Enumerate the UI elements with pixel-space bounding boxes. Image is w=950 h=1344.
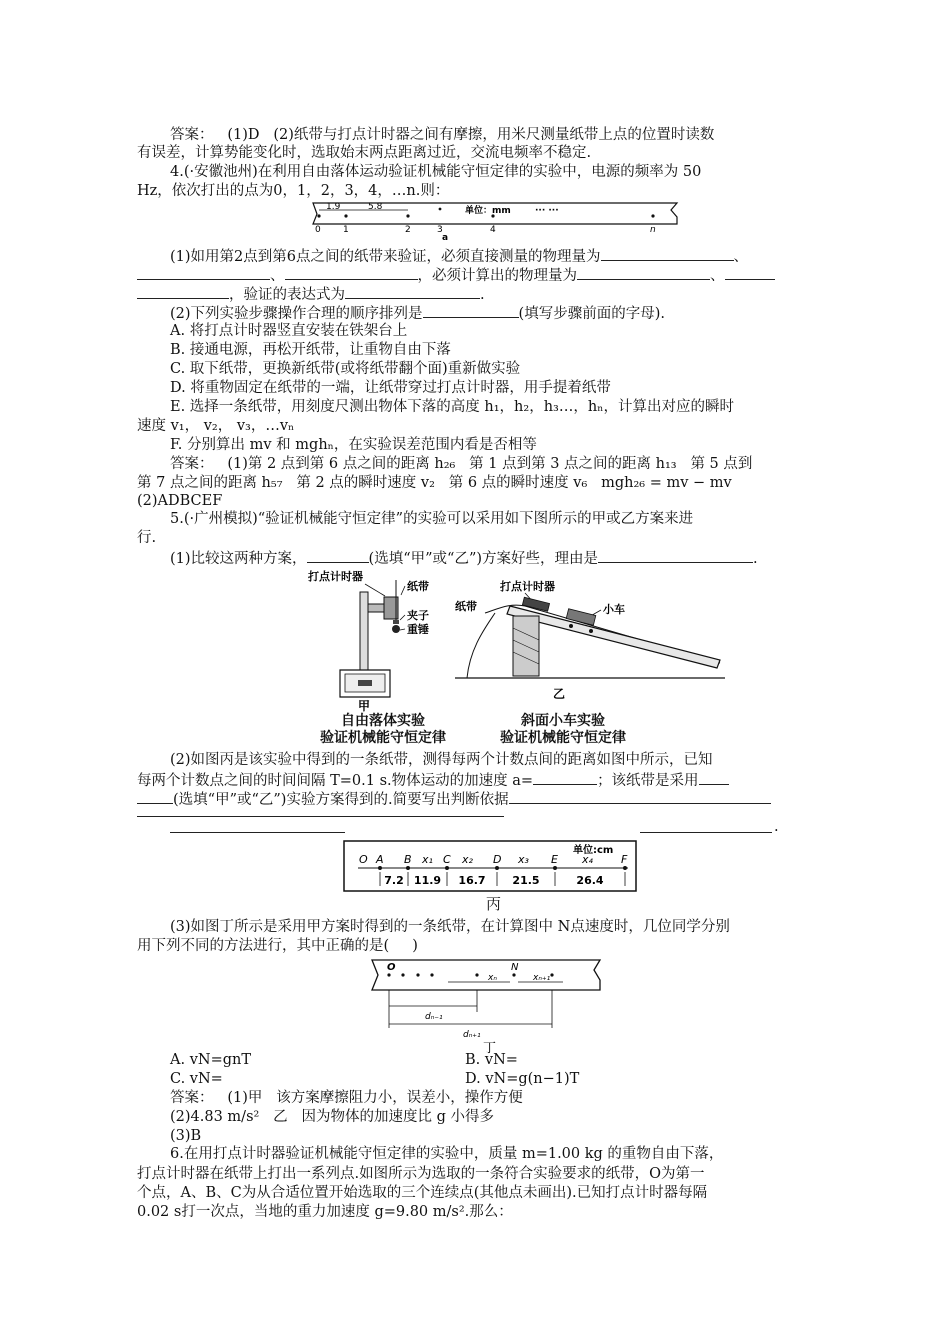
answer-blank-line[interactable] — [137, 816, 504, 817]
fig-label-cart: 小车 — [603, 603, 625, 616]
figure-ding-tape — [368, 956, 604, 1054]
fig-caption-2b: 验证机械能守恒定律 — [500, 730, 626, 746]
q4-step-b: B. 接通电源，再松开纸带，让重物自由下落 — [170, 342, 451, 358]
tape-distance-2: 5.8 — [368, 202, 383, 212]
tape-label: a — [442, 233, 449, 240]
bing-dot — [378, 866, 382, 870]
q5-sub2-line-1: (2)如图丙是该实验中得到的一条纸带，测得每两个计数点间的距离如图中所示，已知 — [170, 752, 713, 768]
tape-point-4: 4 — [490, 225, 496, 235]
answer-blank[interactable] — [509, 789, 771, 804]
bing-letter: x₂ — [462, 853, 473, 866]
q6-stem-line-4: 0.02 s打一次点，当地的重力加速度 g=9.80 m/s².那么： — [137, 1204, 513, 1220]
answer-blank[interactable] — [533, 770, 597, 785]
tape-unit: 单位：mm — [465, 206, 511, 216]
q4-step-f: F. 分别算出 mv 和 mghₙ，在实验误差范围内看是否相等 — [170, 437, 537, 453]
answer-blank[interactable] — [577, 265, 710, 280]
answer-blank[interactable] — [598, 548, 753, 563]
q5-sub2-text-2: ；该纸带是采用 — [597, 773, 699, 789]
answer-blank[interactable] — [137, 789, 173, 804]
q4-sub2-text: (2)下列实验步骤操作合理的顺序排列是 — [170, 306, 423, 322]
q4-sub1-text-2: ，必须计算出的物理量为 — [417, 268, 577, 284]
q4-sub1-sep-2: 、 — [270, 268, 285, 284]
ding-dn-minus: dₙ₋₁ — [425, 1012, 443, 1022]
q4-step-c: C. 取下纸带，更换新纸带(或将纸带翻个面)重新做实验 — [170, 361, 521, 377]
q5-sub1-text-1: (1)比较这两种方案， — [170, 551, 307, 567]
fig-label-tape-b: 纸带 — [455, 600, 477, 613]
bing-letter: D — [493, 853, 502, 866]
free-fall-apparatus-figure — [300, 562, 450, 712]
fig-label-tape-a: 纸带 — [407, 580, 429, 593]
ding-xn1: xₙ₊₁ — [533, 973, 551, 983]
q5-option-b: B. vN= — [465, 1052, 518, 1068]
q4-sub1-line-3 — [137, 284, 485, 304]
q4-stem-line-1: 4.(·安徽池州)在利用自由落体运动验证机械能守恒定律的实验中，电源的频率为 50 — [170, 164, 702, 180]
answer-blank[interactable] — [307, 548, 369, 563]
q5-sub2-text-3: (选填“甲”或“乙”)实验方案得到的.简要写出判断依据 — [173, 792, 509, 808]
figure-ding-label: 丁 — [483, 1041, 497, 1054]
fig-label-jia: 甲 — [358, 699, 371, 712]
figure-bing-label: 丙 — [486, 895, 502, 913]
fig-label-weight: 重锤 — [407, 623, 429, 636]
q4-sub1-line-1 — [170, 246, 748, 266]
incline-cart-apparatus-figure — [455, 568, 730, 710]
tape-point-n: n — [650, 225, 656, 235]
q5-sub2-line-2 — [137, 770, 729, 790]
tape-distance-1: 1.9 — [326, 202, 341, 212]
answer-blank[interactable] — [137, 265, 270, 280]
fig-caption-1a: 自由落体实验 — [341, 713, 425, 729]
bing-dot — [445, 866, 449, 870]
fig-caption-1b: 验证机械能守恒定律 — [320, 730, 446, 746]
answer-blank[interactable] — [137, 284, 229, 299]
q4-step-d: D. 将重物固定在纸带的一端，让纸带穿过打点计时器，用手提着纸带 — [170, 380, 611, 396]
q5-option-c: C. vN= — [170, 1071, 223, 1087]
q4-answer-line-2: 第 7 点之间的距离 h₅₇ 第 2 点的瞬时速度 v₂ 第 6 点的瞬时速度 v₆ mgh₂₆ = mv − mv — [137, 475, 732, 491]
fig-label-timer-a: 打点计时器 — [308, 570, 363, 583]
q5-sub2-text-1: 每两个计数点之间的时间间隔 T=0.1 s.物体运动的加速度 a= — [137, 773, 534, 789]
tape-point-3: 3 — [437, 225, 443, 235]
q4-tape-figure — [305, 198, 685, 240]
fig-label-yi: 乙 — [553, 687, 566, 701]
tape-ellipsis: ··· ··· — [535, 206, 559, 216]
answer-blank[interactable] — [699, 770, 729, 785]
q4-sub1-line-2 — [137, 265, 775, 285]
tape-point-1: 1 — [343, 225, 349, 235]
bing-dot — [623, 866, 627, 870]
bing-dot — [495, 866, 499, 870]
q5-sub3-line-2: 用下列不同的方法进行，其中正确的是( ) — [137, 938, 418, 954]
bing-letter: E — [551, 853, 558, 866]
bing-segment-value: 16.7 — [458, 874, 486, 887]
q5-sub1-line — [170, 548, 758, 568]
q3-answer-line-2: 有误差，计算势能变化时，选取始末两点距离过近，交流电频率不稳定. — [137, 145, 592, 161]
q3-answer-line-1: 答案： (1)D (2)纸带与打点计时器之间有摩擦，用米尺测量纸带上点的位置时读数 — [170, 127, 715, 143]
bing-segment-value: 7.2 — [384, 874, 404, 887]
answer-blank[interactable] — [345, 284, 480, 299]
bing-letter: x₁ — [422, 853, 433, 866]
q6-stem-line-3: 个点，A、B、C为从合适位置开始选取的三个连续点(其他点未画出).已知打点计时器每隔 — [137, 1185, 708, 1201]
fig-label-clip: 夹子 — [407, 609, 429, 622]
q5-option-a: A. vN=gnT — [170, 1052, 252, 1068]
tape-point-2: 2 — [405, 225, 411, 235]
q4-answer-line-3: (2)ADBCEF — [137, 493, 223, 509]
q5-sub2-end: . — [774, 819, 779, 835]
q5-stem-line-1: 5.(·广州模拟)“验证机械能守恒定律”的实验可以采用如下图所示的甲或乙方案来进 — [170, 511, 694, 527]
q5-answer-line-1: 答案： (1)甲 该方案摩擦阻力小，误差小，操作方便 — [170, 1090, 523, 1106]
ding-point-o: O — [387, 962, 396, 973]
q4-stem-line-2: Hz，依次打出的点为0，1，2，3，4，…n.则： — [137, 183, 450, 199]
bing-dot — [406, 866, 410, 870]
bing-letter: x₄ — [582, 853, 593, 866]
bing-letter: B — [404, 853, 412, 866]
q4-sub2-line — [170, 303, 665, 323]
q5-sub3-line-1: (3)如图丁所示是采用甲方案时得到的一条纸带，在计算图中 N点速度时，几位同学分别 — [170, 919, 730, 935]
q4-sub1-text-1: (1)如用第2点到第6点之间的纸带来验证，必须直接测量的物理量为 — [170, 249, 601, 265]
q6-stem-line-2: 打点计时器在纸带上打出一系列点.如图所示为选取的一条符合实验要求的纸带，O为第一 — [137, 1166, 705, 1182]
bing-segment-value: 26.4 — [576, 874, 604, 887]
q5-sub2-line-3 — [137, 789, 771, 809]
q4-step-e-1: E. 选择一条纸带，用刻度尺测出物体下落的高度 h₁，h₂，h₃…，hₙ，计算出对应的瞬时 — [170, 399, 734, 415]
q5-answer-line-3: (3)B — [170, 1128, 202, 1144]
q4-answer-line-1: 答案： (1)第 2 点到第 6 点之间的距离 h₂₆ 第 1 点到第 3 点之间的距离 h₁₃ 第 5 点到 — [170, 456, 753, 472]
q4-step-e-2: 速度 v₁， v₂， v₃，…vₙ — [137, 418, 295, 434]
ding-dn-plus: dₙ₊₁ — [463, 1030, 481, 1040]
q5-sub1-text-2: (选填“甲”或“乙”)方案好些，理由是 — [368, 551, 599, 567]
figure-bing-tape — [343, 840, 638, 892]
answer-blank-line[interactable] — [170, 832, 345, 833]
bing-dot — [553, 866, 557, 870]
bing-letter: C — [443, 853, 451, 866]
answer-blank[interactable] — [285, 265, 418, 280]
q5-answer-line-2: (2)4.83 m/s² 乙 因为物体的加速度比 g 小得多 — [170, 1109, 494, 1125]
q4-sub1-end: . — [480, 287, 485, 303]
answer-blank[interactable] — [725, 265, 775, 280]
q6-stem-line-1: 6.在用打点计时器验证机械能守恒定律的实验中，质量 m=1.00 kg 的重物自由下落， — [170, 1146, 724, 1162]
ding-point-n: N — [511, 962, 519, 973]
bing-letter: A — [376, 853, 384, 866]
bing-letter: O — [359, 853, 368, 866]
fig-label-timer-b: 打点计时器 — [500, 580, 555, 593]
q4-sub1-sep-1: 、 — [733, 249, 748, 265]
answer-blank[interactable] — [601, 246, 734, 261]
tape-point-0: 0 — [315, 225, 321, 235]
q5-stem-line-2: 行. — [137, 530, 157, 546]
answer-blank-line[interactable] — [640, 832, 772, 833]
fig-caption-2a: 斜面小车实验 — [521, 713, 605, 729]
q5-option-d: D. vN=g(n−1)T — [465, 1071, 580, 1087]
bing-letter: F — [621, 853, 628, 866]
bing-segment-value: 11.9 — [413, 874, 442, 887]
q5-sub1-end: . — [753, 551, 758, 567]
q4-sub1-text-3: ，验证的表达式为 — [229, 287, 345, 303]
bing-segment-value: 21.5 — [512, 874, 540, 887]
answer-blank[interactable] — [423, 303, 519, 318]
q4-sub1-sep-3: 、 — [710, 268, 725, 284]
bing-unit: 单位:cm — [573, 845, 614, 856]
bing-letter: x₃ — [518, 853, 529, 866]
ding-xn: xₙ — [488, 973, 497, 983]
q4-step-a: A. 将打点计时器竖直安装在铁架台上 — [170, 323, 408, 339]
q4-sub2-end: (填写步骤前面的字母). — [518, 306, 665, 322]
